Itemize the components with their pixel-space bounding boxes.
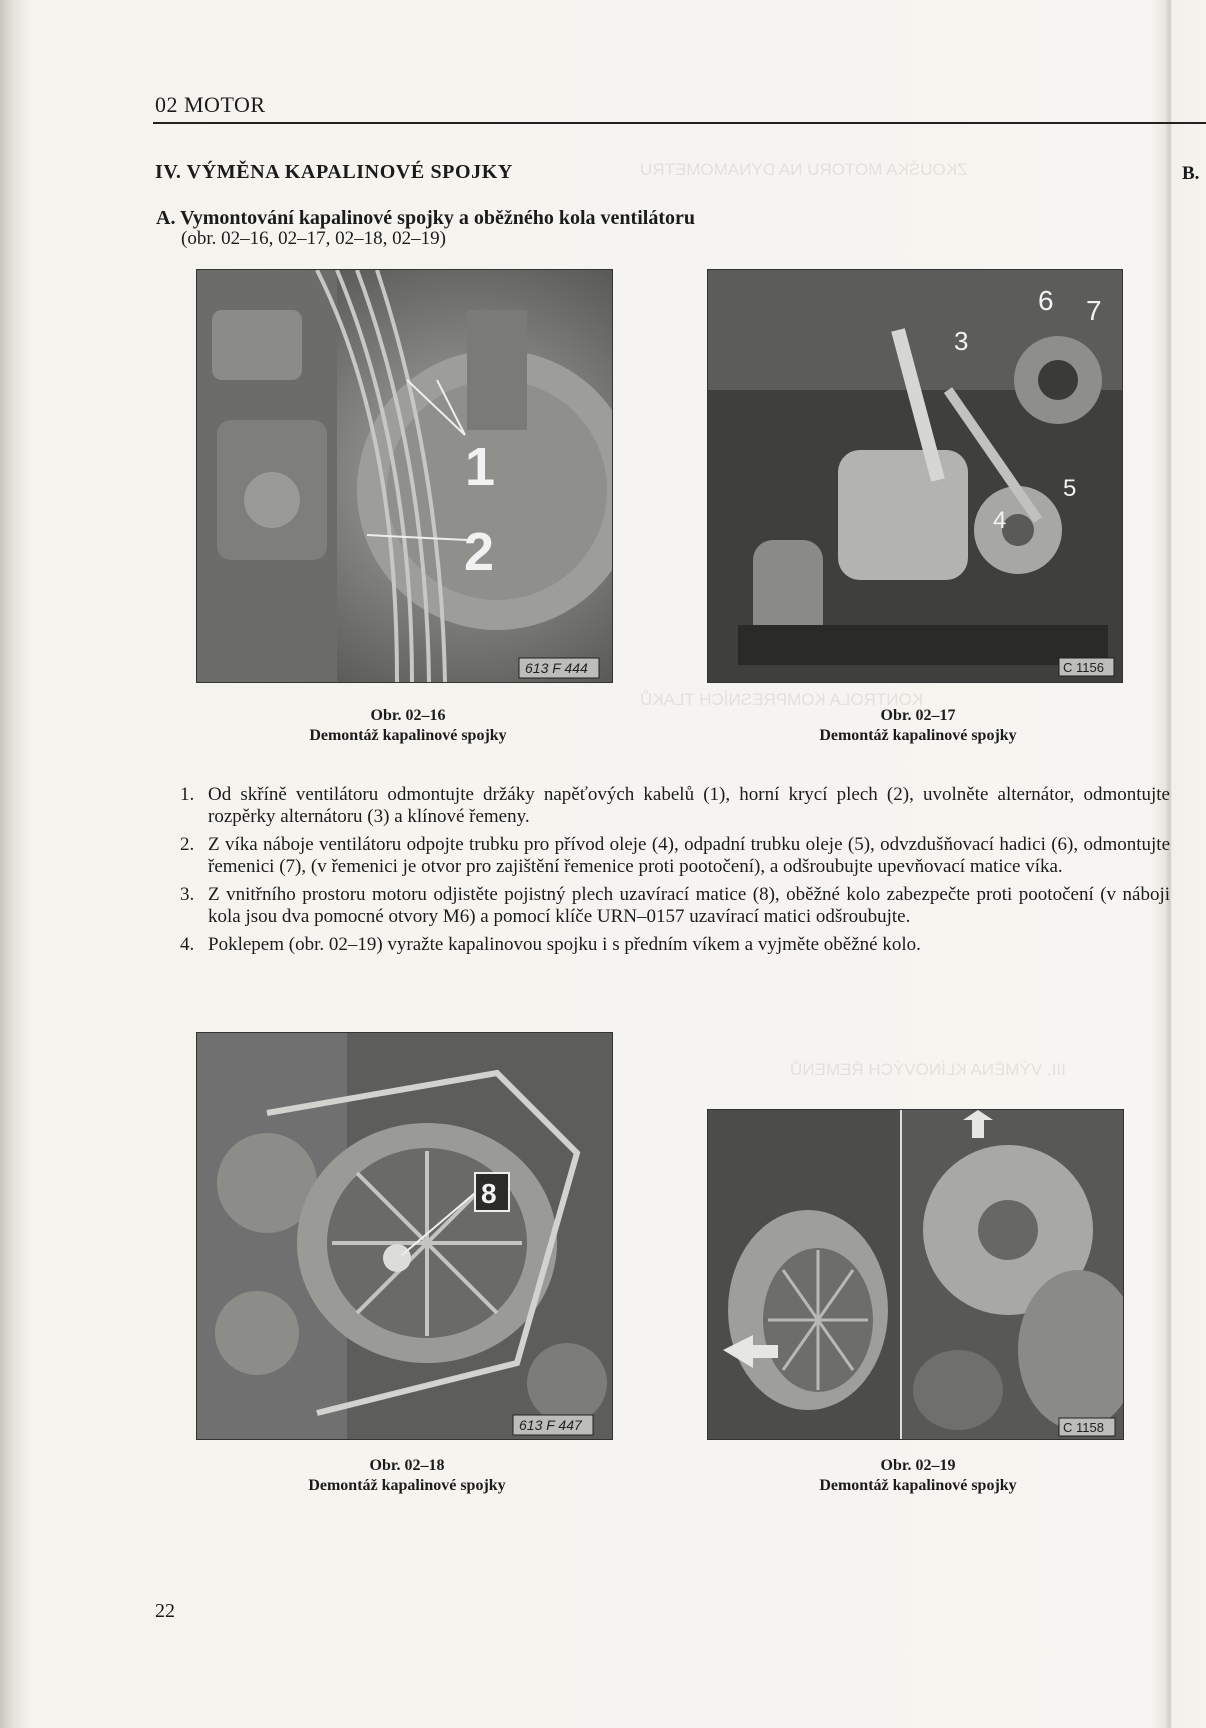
- callout-label: 7: [1086, 295, 1102, 326]
- callout-label: 8: [481, 1178, 497, 1209]
- caption-fig-02-18: [257, 1456, 557, 1496]
- step-number: 4.: [180, 934, 195, 955]
- figure-number: Obr. 02–18: [369, 1457, 445, 1474]
- photo-fig-02-16: [196, 269, 613, 683]
- list-item: [180, 784, 1170, 827]
- list-item: [180, 834, 1170, 877]
- figure-caption: Demontáž kapalinové spojky: [819, 1477, 1017, 1494]
- adjacent-page-letter: B.: [1182, 163, 1200, 184]
- figure-caption: Demontáž kapalinové spojky: [309, 727, 507, 744]
- photo-code: C 1156: [1063, 660, 1104, 675]
- step-text: Poklepem (obr. 02–19) vyražte kapalinovou spojku i s předním víkem a vyjměte oběžné kolo.: [208, 934, 921, 955]
- instruction-steps: [180, 784, 1170, 963]
- photo-fig-02-19: [707, 1109, 1124, 1440]
- figure-number: Obr. 02–16: [370, 707, 446, 724]
- figure-caption: Demontáž kapalinové spojky: [308, 1477, 506, 1494]
- step-number: 2.: [180, 834, 195, 855]
- bleed-through-text: ZKOUŠKA MOTORU NA DYNAMOMETRU: [640, 160, 968, 179]
- list-item: [180, 934, 1170, 956]
- callout-label: 1: [465, 437, 496, 497]
- photo-fig-02-17: [707, 269, 1123, 683]
- subsection-figure-ref: (obr. 02–16, 02–17, 02–18, 02–19): [181, 228, 446, 249]
- photo-fig-02-18: [196, 1032, 613, 1440]
- step-text: Od skříně ventilátoru odmontujte držáky napěťových kabelů (1), horní krycí plech (2), uvolněte alternátor, odmontujte rozpěrky alternátoru (3) a klínové řemeny.: [208, 784, 1170, 827]
- page-number: 22: [155, 1600, 175, 1622]
- callout-label: 6: [1038, 285, 1054, 316]
- step-number: 1.: [180, 784, 195, 805]
- section-header: 02 MOTOR: [155, 92, 266, 117]
- callout-label: 5: [1063, 475, 1077, 502]
- callout-label: 2: [464, 522, 495, 582]
- photo-code: 613 F 444: [525, 660, 588, 676]
- caption-fig-02-19: [763, 1456, 1073, 1496]
- bleed-through-text: III. VÝMĚNA KLÍNOVÝCH ŘEMENŮ: [790, 1060, 1066, 1079]
- callout-label: 4: [993, 507, 1007, 534]
- bleed-through-text: KONTROLA KOMPRESNÍCH TLAKŮ: [640, 690, 924, 709]
- caption-fig-02-17: [768, 706, 1068, 746]
- photo-code: 613 F 447: [519, 1417, 582, 1433]
- subsection-title: A. Vymontování kapalinové spojky a oběžného kola ventilátoru: [156, 207, 695, 229]
- list-item: [180, 884, 1170, 927]
- figure-number: Obr. 02–19: [880, 1457, 956, 1474]
- step-text: Z vnitřního prostoru motoru odjistěte pojistný plech uzavírací matice (8), oběžné kolo zabezpečte proti pootočení (v náboji kola jsou dva pomocné otvory M6) a pomocí klíče URN–0157 uzavírací matici odšroubujte.: [208, 884, 1170, 927]
- figure-number: Obr. 02–17: [880, 707, 956, 724]
- header-rule: [153, 122, 1206, 124]
- step-text: Z víka náboje ventilátoru odpojte trubku pro přívod oleje (4), odpadní trubku oleje (5), odvzdušňovací hadici (6), odmontujte řemenici (7), (v řemenici je otvor pro zajištění řemenice proti pootočení), a odšroubujte upevňovací matice víka.: [208, 834, 1170, 877]
- step-number: 3.: [180, 884, 195, 905]
- figure-caption: Demontáž kapalinové spojky: [819, 727, 1017, 744]
- caption-fig-02-16: [258, 706, 558, 746]
- callout-label: 3: [954, 326, 969, 356]
- photo-code: C 1158: [1063, 1420, 1104, 1435]
- section-title: IV. VÝMĚNA KAPALINOVÉ SPOJKY: [155, 161, 513, 183]
